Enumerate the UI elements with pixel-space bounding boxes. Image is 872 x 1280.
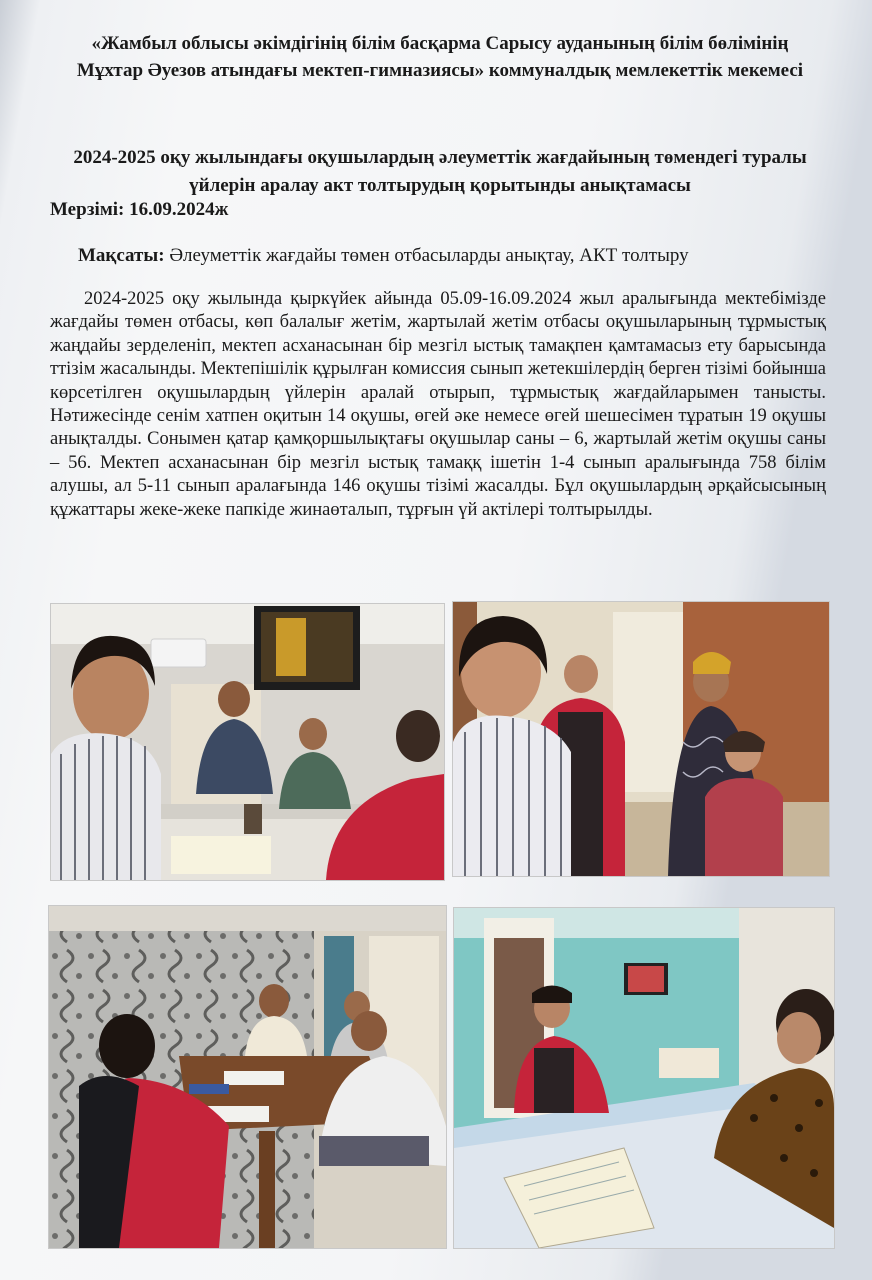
report-title: 2024-2025 оқу жылындағы оқушылардың әлеуметтік жағдайының төмендегі туралы үйлерін аралау акт толтырудың қорытынды анықтамасы: [73, 147, 807, 196]
photo-home-visit-1: [50, 603, 445, 881]
purpose-text: Әлеуметтік жағдайы төмен отбасыларды анықтау, АКТ толтыру: [164, 245, 689, 266]
photo-home-visit-3: [48, 905, 447, 1249]
organization-header: «Жамбыл облысы әкімдігінің білім басқарма Сарысу ауданының білім бөлімінің Мұхтар Әуезов атындағы мектеп-гимназиясы» коммуналдық мемлекеттік мекемесі: [76, 33, 804, 81]
purpose-label: Мақсаты:: [78, 245, 165, 266]
photo-home-visit-4: [453, 907, 835, 1249]
photo-home-visit-2: [452, 601, 830, 877]
purpose-line: [78, 242, 838, 270]
report-body-paragraph: 2024-2025 оқу жылында қыркүйек айында 05.09-16.09.2024 жыл аралығында мектебімізде жағдайы төмен отбасы, көп балалығ жетім, жартылай жетім отбасы оқушыларының тұрмыстық жаңдайы зерделеніп, мектеп асханасынан бір мезгіл ыстық тамақпен қамтамасыз ету барысында ттізім жасалынды. Мектепішілік құрылған комиссия сынып жетекшілердің берген тізімі бойынша көрсетілген оқушылардың үйлерін аралай отырып, тұрмыстық жағдайларымен танысты. Нәтижесінде сенім хатпен оқитын 14 оқушы, өгей әке немесе өгей шешесімен тұратын 19 оқушы анықталды. Сонымен қатар қамқоршылықтағы оқушылар саны – 6, жартылай жетім оқушы саны – 56. Мектеп асханасынан бір мезгіл ыстық тамаққ ішетін 1-4 сынып аралығында 758 білім алушы, ал 5-11 сынып аралағында 146 оқушы тізімі жасалды. Бұл оқушылардың әрқайсысының құжаттары жеке-жеке папкіде жинаөталып, тұрғын үй актілері толтырылды.: [50, 289, 826, 520]
report-date: Мерзімі: 16.09.2024ж: [50, 199, 229, 220]
